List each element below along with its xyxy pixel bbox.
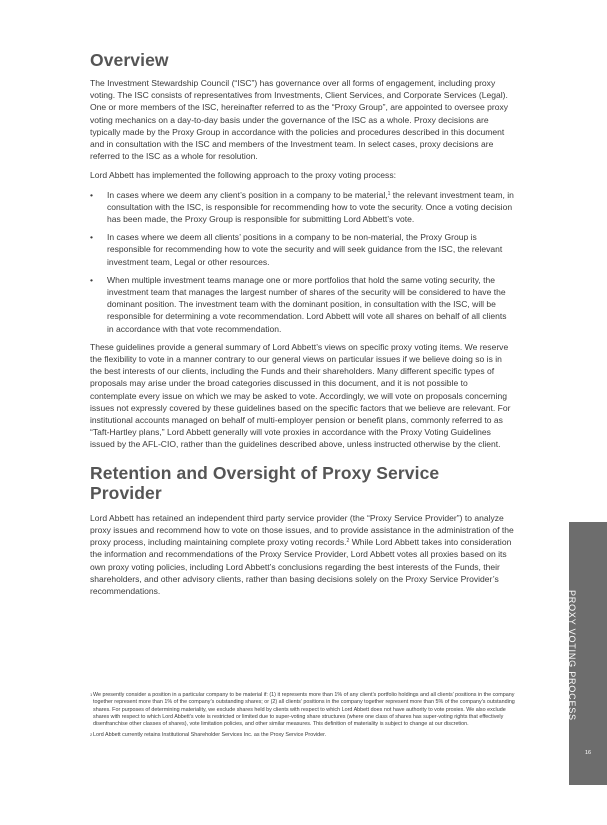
bullet-item-non-material (90, 231, 515, 268)
approach-bullet-list (90, 189, 515, 335)
bullet-marker: • (90, 189, 93, 200)
page-number: 16 (584, 750, 592, 756)
bullet-marker: • (90, 232, 93, 243)
footnote-ref-1[interactable]: 1 (387, 190, 391, 197)
overview-paragraph-3: These guidelines provide a general summary of Lord Abbett’s views on specific proxy voting items. We reserve the flexibility to vote in a manner contrary to our general views on particular issues if we believe doing so is in the best interests of our clients, including the Funds and their shareholders. Many different specific types of proposals may arise under the broad categories discussed in this document, and it is not possible to contemplate every issue on which we may be asked to vote. Accordingly, we will vote on proposals concerning issues not expressly covered by these guidelines based on the specific factors that we believe are relevant. For institutional accounts managed on behalf of multi-employer pension or benefit plans, commonly referred to as “Taft-Hartley plans,” Lord Abbett generally will vote proxies in accordance with the Proxy Voting Guidelines issued by the AFL-CIO, rather than the guidelines described above, unless instructed otherwise by the client. (90, 341, 511, 450)
bullet-text: In cases where we deem all clients’ positions in a company to be non-material, the Proxy Group is responsible for recommending how to vote the security and will seek guidance from the ISC, the relevant investment team, Legal or other resources. (107, 232, 503, 267)
footnote-text: Lord Abbett currently retains Institutional Shareholder Services Inc. as the Proxy Service Provider. (93, 732, 327, 739)
overview-paragraph-1: The Investment Stewardship Council (“ISC”) has governance over all forms of engagement, including proxy voting. The ISC consists of representatives from Investments, Client Services, and Corporate Services (Legal). One or more members of the ISC, hereinafter referred to as the “Proxy Group”, are appointed to oversee proxy voting mechanics on a day-to-day basis under the governance of the ISC as a whole. Proxy decisions are typically made by the Proxy Group in accordance with the policies and procedures described in this document and in consultation with the ISC and members of the Investment team. In select cases, proxy decisions are referred to the ISC as a whole for resolution. (90, 78, 509, 162)
retention-text: Lord Abbett has retained an independent third party service provider (the “Proxy Service Provider”) to analyze proxy issues and recommend how to vote on those issues, and to provide assistance in the administration of the proxy process, including maintaining complete proxy voting records. (90, 512, 514, 548)
retention-text-continued: While Lord Abbett takes into consideration the information and recommendations of the Proxy Service Provider, Lord Abbett votes all proxies based on its own proxy voting policies, including Lord Abbett’s conclusions regarding the best interests of the Funds, their shareholders, and other advisory clients, rather than basing decisions solely on the Proxy Service Provider’s recommendations. (90, 537, 512, 596)
footnote-2: 2 Lord Abbett currently retains Institutional Shareholder Services Inc. as the Proxy Service Provider. (90, 732, 327, 739)
overview-heading: Overview (90, 50, 169, 70)
bullet-marker: • (90, 274, 93, 285)
main-content (90, 50, 515, 604)
retention-paragraph (90, 512, 515, 597)
footnote-ref-2[interactable]: 2 (346, 538, 350, 545)
bullet-item-material (90, 189, 515, 226)
bullet-item-multiple-teams (90, 274, 515, 335)
sidebar-section-label: PROXY VOTING PROCESS (567, 590, 577, 721)
footnote-1: 1 We presently consider a position in a particular company to be material if: (1) it represents more than 1% of any client’s portfolio holdings and all clients’ positions in the company together represent more than 1% of the company’s outstanding shares; or (2) all clients’ positions in the company together represent more than 5% of the company’s outstanding shares. For purposes of determining materiality, we exclude shares held by clients with respect to which Lord Abbett does not have authority to vote proxies. We also exclude shares with respect to which Lord Abbett’s vote is restricted or limited due to super-voting share structures (where one class of shares has super-voting rights that effectively disenfranchise other classes of shares), vote limitation policies, and other similar measures. This definition of materiality is subject to change at our discretion. (90, 692, 515, 728)
bullet-text: In cases where we deem any client’s position in a company to be material, (107, 189, 388, 200)
bullet-text-continued: the relevant investment team, in consultation with the ISC, is responsible for recommending how to vote the security. Once a voting decision has been made, the Proxy Group is responsible for submitting Lord Abbett’s vote. (107, 189, 514, 225)
bullet-text: When multiple investment teams manage one or more portfolios that hold the same voting security, the investment team that manages the largest number of shares of the security will be considered to have the dominant position. The investment team with the dominant position, in consultation with the ISC, will be responsible for determining a vote recommendation. Lord Abbett will vote all shares on behalf of all clients in accordance with that vote recommendation. (107, 274, 507, 334)
overview-paragraph-2: Lord Abbett has implemented the following approach to the proxy voting process: (90, 170, 396, 181)
section-sidebar-tab (569, 522, 607, 785)
retention-heading: Retention and Oversight of Proxy Service Provider (90, 462, 440, 503)
footnotes (90, 692, 515, 744)
footnote-text: We presently consider a position in a particular company to be material if: (1) it represents more than 1% of any client’s portfolio holdings and all clients’ positions in the company together represent more than 1% of the company’s outstanding shares; or (2) all clients’ positions in the company together represent more than 5% of the company’s outstanding shares. For purposes of determining materiality, we exclude shares held by clients with respect to which Lord Abbett does not have authority to vote proxies. We also exclude shares with respect to which Lord Abbett’s vote is restricted or limited due to super-voting share structures (where one class of shares has super-voting rights that effectively disenfranchise other classes of shares), vote limitation policies, and other similar measures. This definition of materiality is subject to change at our discretion. (93, 692, 515, 728)
